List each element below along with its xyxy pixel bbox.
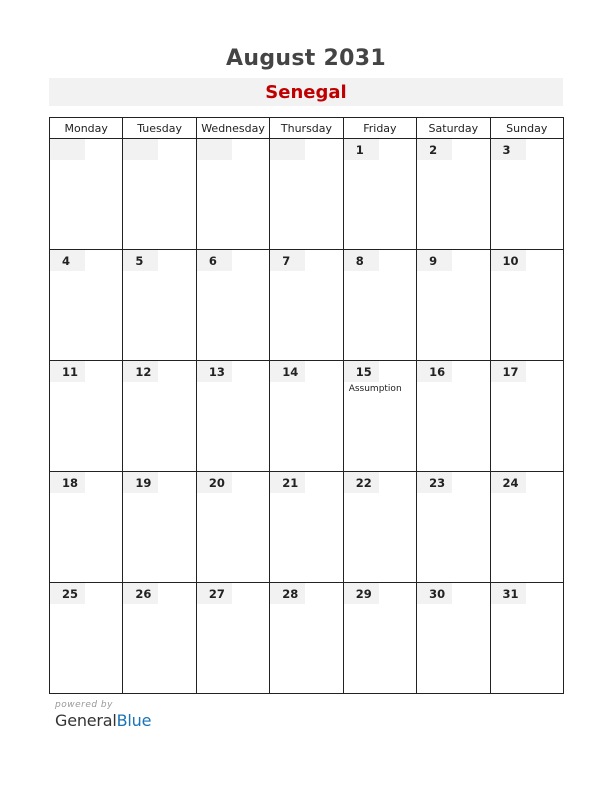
day-cell [490,361,563,472]
day-number: 25 [50,583,85,604]
empty-day-box [50,139,85,160]
week-row [50,250,564,361]
day-number: 22 [344,472,379,493]
day-number: 1 [344,139,379,160]
day-cell [123,250,196,361]
weekday-header: Thursday [270,118,343,139]
powered-by-label: powered by [55,700,113,710]
day-number: 13 [197,361,232,382]
day-cell [270,583,343,694]
day-number: 9 [417,250,452,271]
day-cell [343,583,416,694]
day-cell [343,361,416,472]
day-cell [343,472,416,583]
footer [55,700,151,730]
day-number: 2 [417,139,452,160]
day-number: 28 [270,583,305,604]
empty-day-cell [270,139,343,250]
day-number: 3 [491,139,526,160]
day-number: 29 [344,583,379,604]
week-row [50,472,564,583]
day-number: 21 [270,472,305,493]
day-cell [417,139,490,250]
day-number: 6 [197,250,232,271]
empty-day-cell [123,139,196,250]
day-number: 15 [344,361,379,382]
day-cell [270,361,343,472]
empty-day-box [197,139,232,160]
day-number: 14 [270,361,305,382]
day-cell [123,361,196,472]
day-number: 31 [491,583,526,604]
empty-day-cell [196,139,269,250]
day-cell [417,472,490,583]
day-cell [417,583,490,694]
day-cell [490,139,563,250]
holiday-label: Assumption [348,384,402,394]
day-cell [270,250,343,361]
day-cell [50,361,123,472]
day-number: 5 [123,250,158,271]
day-number: 18 [50,472,85,493]
weekday-header: Tuesday [123,118,196,139]
weekday-header: Wednesday [196,118,269,139]
day-cell [490,472,563,583]
week-row [50,583,564,694]
calendar-title: August 2031 [226,46,386,71]
day-cell [196,250,269,361]
day-cell [343,250,416,361]
day-number: 11 [50,361,85,382]
country-name: Senegal [265,82,347,103]
day-number: 23 [417,472,452,493]
day-number: 19 [123,472,158,493]
day-number: 12 [123,361,158,382]
day-cell [50,250,123,361]
day-number: 20 [197,472,232,493]
brand-blue: Blue [116,711,152,730]
day-cell [343,139,416,250]
day-number: 17 [491,361,526,382]
weekday-header: Monday [50,118,123,139]
day-number: 24 [491,472,526,493]
day-cell [490,583,563,694]
day-cell [123,472,196,583]
day-cell [196,472,269,583]
day-cell [196,361,269,472]
day-cell [417,250,490,361]
country-banner [49,78,563,106]
day-cell [490,250,563,361]
generalblue-logo [55,711,151,730]
day-number: 10 [491,250,526,271]
calendar-grid [49,117,564,694]
day-number: 16 [417,361,452,382]
weekday-header-row [50,118,564,139]
weekday-header: Saturday [417,118,490,139]
day-number: 4 [50,250,85,271]
day-number: 8 [344,250,379,271]
weekday-header: Sunday [490,118,563,139]
empty-day-box [123,139,158,160]
weekday-header: Friday [343,118,416,139]
week-row [50,139,564,250]
day-cell [50,472,123,583]
empty-day-cell [50,139,123,250]
day-number: 27 [197,583,232,604]
day-number: 30 [417,583,452,604]
empty-day-box [270,139,305,160]
week-row [50,361,564,472]
day-number: 26 [123,583,158,604]
day-cell [50,583,123,694]
day-cell [123,583,196,694]
day-number: 7 [270,250,305,271]
day-cell [270,472,343,583]
day-cell [417,361,490,472]
day-cell [196,583,269,694]
brand-general: General [55,711,117,730]
